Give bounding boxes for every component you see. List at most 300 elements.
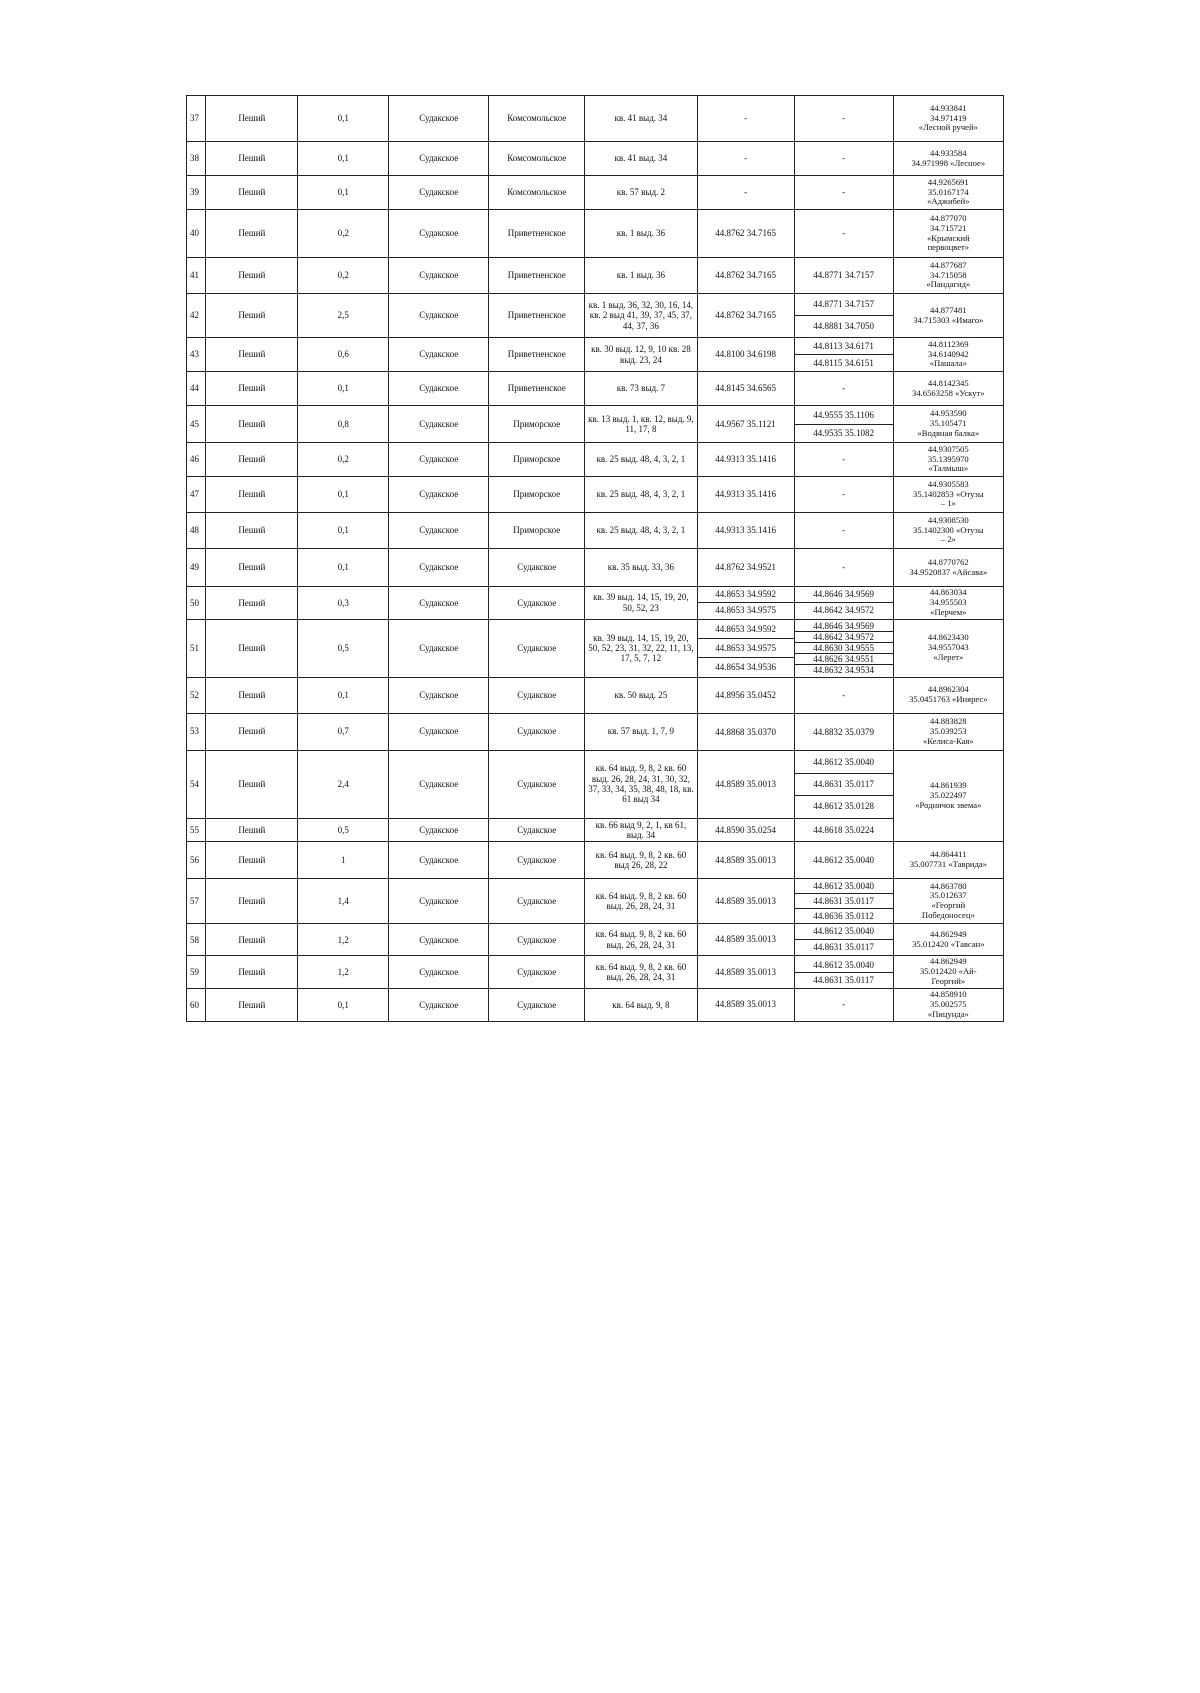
block-description: кв. 64 выд. 9, 8, 2 кв. 60 выд. 26, 28, 24, 31 — [585, 956, 697, 989]
route-type: Пеший — [206, 619, 298, 677]
table-row — [187, 677, 1004, 713]
block-description: кв. 64 выд. 9, 8, 2 кв. 60 выд. 26, 28, 24, 31 — [585, 924, 697, 956]
district-name: Судакское — [489, 713, 585, 750]
end-coordinates-value: 44.8632 34.9534 — [813, 665, 874, 676]
route-type: Пеший — [206, 142, 298, 176]
block-description: кв. 39 выд. 14, 15, 19, 20, 50, 52, 23 — [585, 587, 697, 620]
table-row — [187, 587, 1004, 620]
row-number: 46 — [187, 443, 206, 477]
end-coordinates — [794, 142, 893, 176]
end-coordinates — [794, 294, 893, 338]
forestry-name: Судакское — [389, 176, 489, 210]
point-name: 44.864411 35.007731 «Таврида» — [893, 842, 1003, 879]
start-coordinates-value: - — [744, 113, 748, 123]
district-name: Судакское — [489, 924, 585, 956]
district-name: Приморское — [489, 477, 585, 513]
end-coordinates-value: - — [842, 689, 846, 700]
row-number: 41 — [187, 258, 206, 294]
route-length: 0,5 — [298, 619, 389, 677]
row-number: 55 — [187, 818, 206, 842]
row-number: 47 — [187, 477, 206, 513]
point-name: 44.877481 34.715303 «Имаго» — [893, 294, 1003, 338]
end-coordinates — [794, 879, 893, 924]
start-coordinates — [697, 338, 794, 372]
end-coordinates-value: - — [842, 113, 846, 123]
route-type: Пеший — [206, 477, 298, 513]
route-type: Пеший — [206, 406, 298, 443]
block-description: кв. 66 выд 9, 2, 1, кв 61, выд. 34 — [585, 818, 697, 842]
table-row — [187, 477, 1004, 513]
district-name: Приветненское — [489, 258, 585, 294]
start-coordinates-value: 44.8589 35.0013 — [715, 934, 776, 945]
forestry-name: Судакское — [389, 619, 489, 677]
forestry-name: Судакское — [389, 142, 489, 176]
row-number: 48 — [187, 513, 206, 549]
start-coordinates-value: 44.8868 35.0370 — [715, 726, 776, 737]
block-description: кв. 39 выд. 14, 15, 19, 20, 50, 52, 23, 31, 32, 22, 11, 13, 17, 5, 7, 12 — [585, 619, 697, 677]
route-type: Пеший — [206, 956, 298, 989]
end-coordinates — [794, 258, 893, 294]
route-length: 1,2 — [298, 956, 389, 989]
start-coordinates — [697, 818, 794, 842]
row-number: 60 — [187, 988, 206, 1021]
district-name: Судакское — [489, 677, 585, 713]
table-row — [187, 176, 1004, 210]
start-coordinates-value: 44.8762 34.7165 — [715, 310, 776, 320]
start-coordinates-value: 44.9313 35.1416 — [715, 454, 776, 464]
forestry-name: Судакское — [389, 956, 489, 989]
district-name: Судакское — [489, 988, 585, 1021]
forestry-name: Судакское — [389, 513, 489, 549]
end-coordinates-value: 44.8646 34.9569 — [795, 621, 893, 632]
route-type: Пеший — [206, 818, 298, 842]
route-type: Пеший — [206, 96, 298, 142]
start-coordinates — [697, 677, 794, 713]
point-name: 44.863780 35.012637 «Георгий Победоносец» — [893, 879, 1003, 924]
table-row — [187, 750, 1004, 818]
forestry-name: Судакское — [389, 477, 489, 513]
end-coordinates — [794, 443, 893, 477]
route-table-sheet — [186, 95, 1004, 1022]
end-coordinates-value: 44.8636 35.0112 — [813, 911, 874, 922]
row-number: 49 — [187, 549, 206, 587]
row-number: 53 — [187, 713, 206, 750]
point-name: 44.953590 35.105471 «Водяная балка» — [893, 406, 1003, 443]
route-length: 0,1 — [298, 988, 389, 1021]
route-type: Пеший — [206, 513, 298, 549]
start-coordinates — [697, 176, 794, 210]
district-name: Приветненское — [489, 210, 585, 258]
table-row — [187, 338, 1004, 372]
route-type: Пеший — [206, 988, 298, 1021]
route-length: 0,8 — [298, 406, 389, 443]
route-length: 2,5 — [298, 294, 389, 338]
end-coordinates-value: 44.8612 35.0040 — [795, 958, 893, 973]
forestry-name: Судакское — [389, 210, 489, 258]
forestry-name: Судакское — [389, 294, 489, 338]
route-length: 0,1 — [298, 477, 389, 513]
table-row — [187, 142, 1004, 176]
start-coordinates-value: 44.9567 35.1121 — [715, 419, 776, 429]
block-description: кв. 1 выд. 36 — [585, 210, 697, 258]
table-row — [187, 818, 1004, 842]
row-number: 50 — [187, 587, 206, 620]
table-row — [187, 713, 1004, 750]
start-coordinates-value: 44.8762 34.7165 — [715, 228, 776, 238]
end-coordinates — [794, 338, 893, 372]
point-name: 44.8770762 34.9520837 «Айсава» — [893, 549, 1003, 587]
point-name: 44.861939 35.022497 «Родничок звема» — [893, 750, 1003, 842]
end-coordinates — [794, 210, 893, 258]
forestry-name: Судакское — [389, 406, 489, 443]
forestry-name: Судакское — [389, 924, 489, 956]
table-row — [187, 879, 1004, 924]
block-description: кв. 64 выд. 9, 8, 2 кв. 60 выд. 26, 28, 24, 31 — [585, 879, 697, 924]
start-coordinates-value: 44.8145 34.6565 — [715, 383, 776, 393]
forestry-name: Судакское — [389, 879, 489, 924]
start-coordinates-value: 44.8589 35.0013 — [715, 999, 776, 1010]
route-length: 0,2 — [298, 258, 389, 294]
end-coordinates — [794, 513, 893, 549]
end-coordinates-value: 44.8630 34.9555 — [795, 643, 893, 654]
route-type: Пеший — [206, 750, 298, 818]
end-coordinates-value: 44.8771 34.7157 — [813, 270, 874, 280]
end-coordinates-value: - — [842, 228, 846, 238]
end-coordinates-value: 44.8612 35.0040 — [795, 924, 893, 940]
route-length: 0,1 — [298, 549, 389, 587]
row-number: 58 — [187, 924, 206, 956]
start-coordinates-value: 44.8589 35.0013 — [715, 778, 776, 789]
route-length: 1,2 — [298, 924, 389, 956]
start-coordinates-value: 44.8653 34.9592 — [698, 587, 794, 603]
start-coordinates-value: 44.8653 34.9592 — [698, 620, 794, 639]
district-name: Приморское — [489, 513, 585, 549]
start-coordinates — [697, 842, 794, 879]
point-name: 44.8623430 34.9557043 «Лерет» — [893, 619, 1003, 677]
block-description: кв. 57 выд. 1, 7, 9 — [585, 713, 697, 750]
point-name: 44.8112369 34.6140942 «Пашала» — [893, 338, 1003, 372]
route-type: Пеший — [206, 294, 298, 338]
start-coordinates-value: - — [744, 153, 748, 163]
point-name: 44.862949 35.012420 «Ай- Георгий» — [893, 956, 1003, 989]
point-name: 44.9265691 35.0167174 «Аджибей» — [893, 176, 1003, 210]
table-row — [187, 842, 1004, 879]
row-number: 45 — [187, 406, 206, 443]
route-length: 0,1 — [298, 677, 389, 713]
start-coordinates — [697, 142, 794, 176]
end-coordinates-value: - — [842, 562, 846, 572]
end-coordinates — [794, 549, 893, 587]
start-coordinates-value: 44.8956 35.0452 — [715, 689, 776, 700]
forestry-name: Судакское — [389, 713, 489, 750]
end-coordinates — [794, 988, 893, 1021]
district-name: Приветненское — [489, 372, 585, 406]
block-description: кв. 41 выд. 34 — [585, 96, 697, 142]
end-coordinates-value: 44.8642 34.9572 — [813, 605, 874, 616]
end-coordinates-value: 44.8612 35.0040 — [795, 752, 893, 774]
district-name: Приветненское — [489, 294, 585, 338]
forestry-name: Судакское — [389, 443, 489, 477]
route-length: 1 — [298, 842, 389, 879]
block-description: кв. 64 выд. 9, 8, 2 кв. 60 выд. 26, 28, 24, 31, 30, 32, 37, 33, 34, 35, 38, 48, 18, кв. 61 выд 34 — [585, 750, 697, 818]
row-number: 44 — [187, 372, 206, 406]
route-type: Пеший — [206, 338, 298, 372]
route-length: 1,4 — [298, 879, 389, 924]
end-coordinates — [794, 713, 893, 750]
start-coordinates-value: 44.9313 35.1416 — [715, 489, 776, 499]
route-type: Пеший — [206, 176, 298, 210]
route-length: 0,1 — [298, 372, 389, 406]
route-length: 0,2 — [298, 210, 389, 258]
row-number: 42 — [187, 294, 206, 338]
route-type: Пеший — [206, 677, 298, 713]
end-coordinates — [794, 406, 893, 443]
district-name: Судакское — [489, 879, 585, 924]
block-description: кв. 25 выд. 48, 4, 3, 2, 1 — [585, 477, 697, 513]
table-row — [187, 210, 1004, 258]
table-row — [187, 294, 1004, 338]
start-coordinates — [697, 372, 794, 406]
block-description: кв. 73 выд. 7 — [585, 372, 697, 406]
start-coordinates — [697, 549, 794, 587]
block-description: кв. 13 выд. 1, кв. 12, выд. 9, 11, 17, 8 — [585, 406, 697, 443]
table-row — [187, 988, 1004, 1021]
forestry-name: Судакское — [389, 750, 489, 818]
start-coordinates-value: 44.8653 34.9575 — [715, 605, 776, 616]
district-name: Приветненское — [489, 338, 585, 372]
district-name: Комсомольское — [489, 142, 585, 176]
end-coordinates — [794, 677, 893, 713]
route-type: Пеший — [206, 842, 298, 879]
table-row — [187, 619, 1004, 677]
end-coordinates — [794, 96, 893, 142]
block-description: кв. 1 выд. 36, 32, 30, 16, 14, кв. 2 выд 41, 39, 37, 45, 37, 44, 37, 36 — [585, 294, 697, 338]
forestry-name: Судакское — [389, 372, 489, 406]
point-name: 44.933841 34.971419 «Лесной ручей» — [893, 96, 1003, 142]
table-row — [187, 513, 1004, 549]
district-name: Приморское — [489, 443, 585, 477]
table-row — [187, 372, 1004, 406]
row-number: 39 — [187, 176, 206, 210]
end-coordinates-value: - — [842, 187, 846, 197]
block-description: кв. 30 выд. 12, 9, 10 кв. 28 выд. 23, 24 — [585, 338, 697, 372]
block-description: кв. 64 выд. 9, 8, 2 кв. 60 выд 26, 28, 22 — [585, 842, 697, 879]
start-coordinates-value: 44.8589 35.0013 — [715, 966, 776, 977]
point-name: 44.862949 35.012420 «Тавсан» — [893, 924, 1003, 956]
district-name: Судакское — [489, 750, 585, 818]
start-coordinates — [697, 713, 794, 750]
route-length: 0,1 — [298, 96, 389, 142]
table-row — [187, 924, 1004, 956]
end-coordinates — [794, 176, 893, 210]
table-row — [187, 956, 1004, 989]
row-number: 51 — [187, 619, 206, 677]
end-coordinates-value: - — [842, 383, 846, 393]
forestry-name: Судакское — [389, 258, 489, 294]
row-number: 52 — [187, 677, 206, 713]
forestry-name: Судакское — [389, 549, 489, 587]
table-row — [187, 443, 1004, 477]
start-coordinates — [697, 406, 794, 443]
end-coordinates-value: - — [842, 454, 846, 464]
start-coordinates — [697, 96, 794, 142]
point-name: 44.863034 34.955503 «Перчем» — [893, 587, 1003, 620]
start-coordinates — [697, 443, 794, 477]
row-number: 43 — [187, 338, 206, 372]
end-coordinates-value: 44.8618 35.0224 — [813, 824, 874, 835]
row-number: 38 — [187, 142, 206, 176]
start-coordinates-value: - — [744, 187, 748, 197]
end-coordinates — [794, 477, 893, 513]
end-coordinates-value: - — [842, 999, 846, 1010]
point-name: 44.8142345 34.6563258 «Ускут» — [893, 372, 1003, 406]
row-number: 59 — [187, 956, 206, 989]
start-coordinates-value: 44.8762 34.9521 — [715, 562, 776, 572]
start-coordinates — [697, 988, 794, 1021]
block-description: кв. 64 выд. 9, 8 — [585, 988, 697, 1021]
district-name: Комсомольское — [489, 176, 585, 210]
end-coordinates-value: 44.8612 35.0040 — [813, 855, 874, 866]
end-coordinates-value: - — [842, 525, 846, 535]
row-number: 54 — [187, 750, 206, 818]
route-type: Пеший — [206, 258, 298, 294]
point-name: 44.9308530 35.1402300 «Отузы – 2» — [893, 513, 1003, 549]
route-type: Пеший — [206, 372, 298, 406]
forestry-name: Судакское — [389, 96, 489, 142]
district-name: Судакское — [489, 549, 585, 587]
block-description: кв. 41 выд. 34 — [585, 142, 697, 176]
start-coordinates — [697, 956, 794, 989]
end-coordinates — [794, 956, 893, 989]
start-coordinates — [697, 879, 794, 924]
district-name: Судакское — [489, 619, 585, 677]
start-coordinates-value: 44.8589 35.0013 — [715, 855, 776, 866]
end-coordinates-value: 44.9555 35.1106 — [795, 407, 893, 425]
start-coordinates — [697, 513, 794, 549]
point-name: 44.877687 34.715058 «Пандагид» — [893, 258, 1003, 294]
table-row — [187, 258, 1004, 294]
start-coordinates-value: 44.8590 35.0254 — [715, 824, 776, 835]
route-table — [186, 95, 1004, 1022]
route-length: 0,3 — [298, 587, 389, 620]
start-coordinates-value: 44.8762 34.7165 — [715, 270, 776, 280]
forestry-name: Судакское — [389, 338, 489, 372]
start-coordinates — [697, 619, 794, 677]
end-coordinates-value: 44.8832 35.0379 — [813, 726, 874, 737]
start-coordinates — [697, 477, 794, 513]
start-coordinates-value: 44.8654 34.9536 — [715, 662, 776, 673]
table-row — [187, 96, 1004, 142]
end-coordinates-value: 44.8631 35.0117 — [813, 974, 874, 985]
route-type: Пеший — [206, 587, 298, 620]
point-name: 44.883828 35.039253 «Келиса-Кая» — [893, 713, 1003, 750]
route-length: 0,6 — [298, 338, 389, 372]
table-row — [187, 406, 1004, 443]
start-coordinates — [697, 258, 794, 294]
route-table-body — [187, 96, 1004, 1022]
forestry-name: Судакское — [389, 677, 489, 713]
end-coordinates-value: 44.8115 34.6151 — [813, 358, 874, 368]
start-coordinates — [697, 587, 794, 620]
table-row — [187, 549, 1004, 587]
end-coordinates-value: 44.8631 35.0117 — [795, 894, 893, 909]
end-coordinates — [794, 924, 893, 956]
end-coordinates — [794, 842, 893, 879]
route-type: Пеший — [206, 713, 298, 750]
end-coordinates — [794, 818, 893, 842]
route-length: 0,5 — [298, 818, 389, 842]
end-coordinates-value: 44.8631 35.0117 — [813, 942, 874, 953]
district-name: Судакское — [489, 842, 585, 879]
point-name: 44.933584 34.971998 «Лесное» — [893, 142, 1003, 176]
end-coordinates — [794, 587, 893, 620]
start-coordinates — [697, 750, 794, 818]
row-number: 37 — [187, 96, 206, 142]
end-coordinates-value: - — [842, 153, 846, 163]
point-name: 44.9305583 35.1402853 «Отузы – 1» — [893, 477, 1003, 513]
district-name: Судакское — [489, 956, 585, 989]
end-coordinates-value: 44.8881 34.7050 — [813, 321, 874, 331]
row-number: 57 — [187, 879, 206, 924]
route-length: 0,1 — [298, 513, 389, 549]
end-coordinates — [794, 619, 893, 677]
row-number: 56 — [187, 842, 206, 879]
row-number: 40 — [187, 210, 206, 258]
end-coordinates-value: 44.9535 35.1082 — [813, 427, 874, 438]
start-coordinates — [697, 294, 794, 338]
end-coordinates-value: 44.8646 34.9569 — [795, 587, 893, 603]
block-description: кв. 57 выд. 2 — [585, 176, 697, 210]
district-name: Комсомольское — [489, 96, 585, 142]
route-length: 0,1 — [298, 176, 389, 210]
end-coordinates-value: 44.8612 35.0040 — [795, 879, 893, 894]
start-coordinates — [697, 924, 794, 956]
end-coordinates — [794, 372, 893, 406]
route-length: 0,1 — [298, 142, 389, 176]
point-name: 44.858910 35.002575 «Пицунда» — [893, 988, 1003, 1021]
end-coordinates-value: 44.8612 35.0128 — [813, 800, 874, 811]
end-coordinates-value: 44.8642 34.9572 — [795, 632, 893, 643]
point-name: 44.877070 34.715721 «Крымский первоцвет» — [893, 210, 1003, 258]
start-coordinates-value: 44.8653 34.9575 — [698, 639, 794, 658]
route-type: Пеший — [206, 879, 298, 924]
route-length: 0,2 — [298, 443, 389, 477]
end-coordinates-value: - — [842, 489, 846, 499]
forestry-name: Судакское — [389, 587, 489, 620]
end-coordinates-value: 44.8113 34.6171 — [795, 338, 893, 355]
route-length: 0,7 — [298, 713, 389, 750]
route-type: Пеший — [206, 210, 298, 258]
district-name: Судакское — [489, 818, 585, 842]
forestry-name: Судакское — [389, 818, 489, 842]
end-coordinates-value: 44.8771 34.7157 — [795, 294, 893, 316]
district-name: Судакское — [489, 587, 585, 620]
forestry-name: Судакское — [389, 988, 489, 1021]
start-coordinates — [697, 210, 794, 258]
end-coordinates-value: 44.8631 35.0117 — [795, 774, 893, 796]
block-description: кв. 1 выд. 36 — [585, 258, 697, 294]
route-type: Пеший — [206, 443, 298, 477]
start-coordinates-value: 44.8100 34.6198 — [715, 349, 776, 359]
route-type: Пеший — [206, 549, 298, 587]
point-name: 44.9307505 35.1395970 «Талмыш» — [893, 443, 1003, 477]
point-name: 44.8962304 35.0451763 «Инярес» — [893, 677, 1003, 713]
route-length: 2,4 — [298, 750, 389, 818]
start-coordinates-value: 44.9313 35.1416 — [715, 525, 776, 535]
district-name: Приморское — [489, 406, 585, 443]
forestry-name: Судакское — [389, 842, 489, 879]
start-coordinates-value: 44.8589 35.0013 — [715, 896, 776, 907]
